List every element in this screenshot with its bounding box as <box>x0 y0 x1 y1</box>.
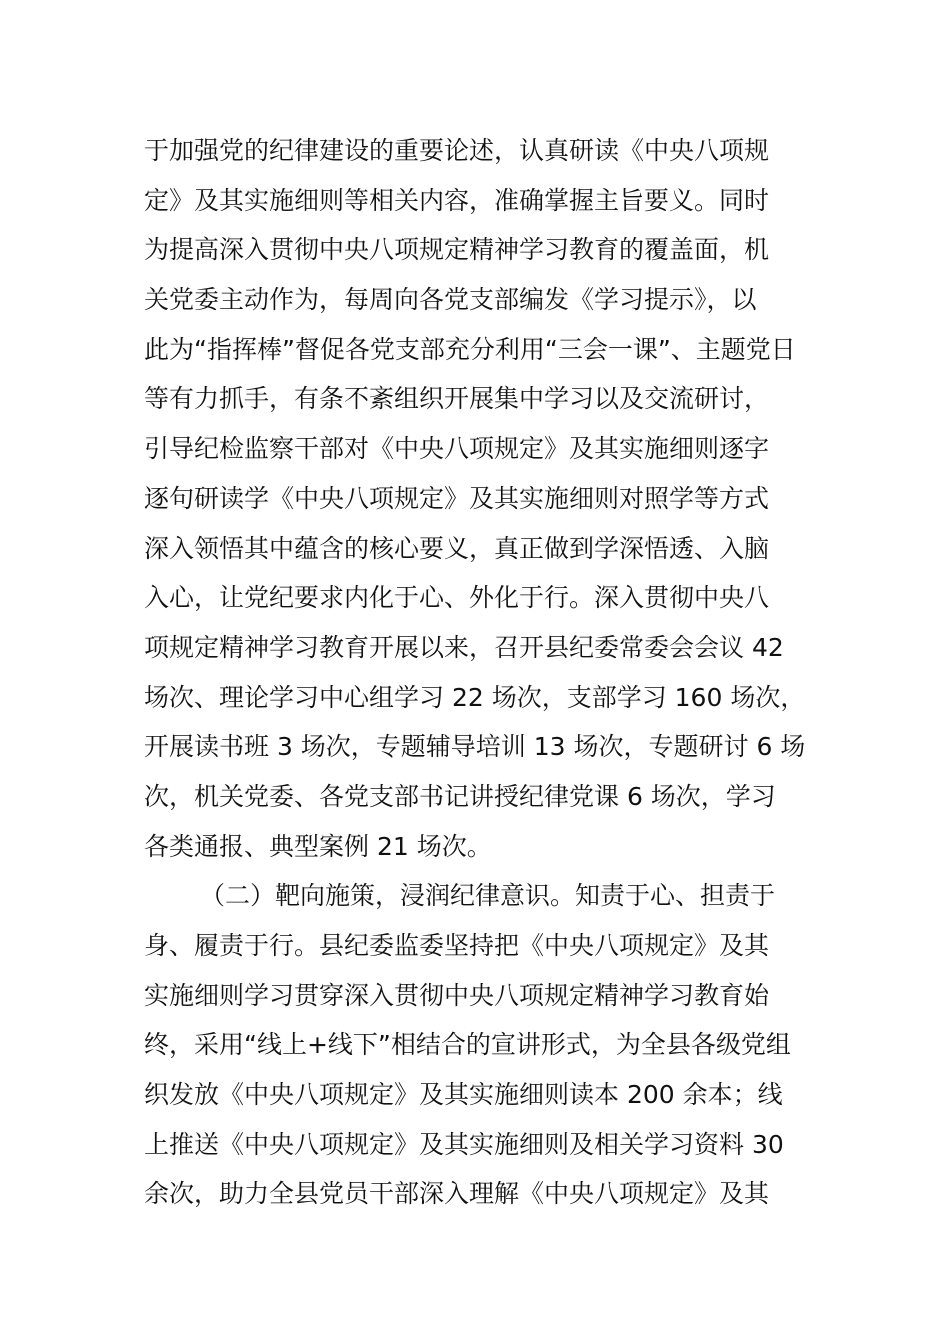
text-line: 各类通报、典型案例 21 场次。 <box>144 831 492 861</box>
text-line: 此为“指挥棒”督促各党支部充分利用“三会一课”、主题党日 <box>144 334 796 364</box>
text-line: 场次、理论学习中心组学习 22 场次，支部学习 160 场次， <box>144 682 806 712</box>
text-line: 开展读书班 3 场次，专题辅导培训 13 场次，专题研讨 6 场 <box>144 732 806 762</box>
text-line: 终，采用“线上+线下”相结合的宣讲形式，为全县各级党组 <box>144 1030 791 1060</box>
text-line: 等有力抓手，有条不紊组织开展集中学习以及交流研讨， <box>144 384 770 414</box>
section-heading-line: （二）靶向施策，浸润纪律意识。知责于心、担责于 <box>200 881 776 911</box>
text-line: 上推送《中央八项规定》及其实施细则及相关学习资料 30 <box>144 1129 784 1159</box>
text-line: 定》及其实施细则等相关内容，准确掌握主旨要义。同时 <box>144 185 770 215</box>
text-line: 织发放《中央八项规定》及其实施细则读本 200 余本；线 <box>144 1080 783 1110</box>
text-line: 次，机关党委、各党支部书记讲授纪律党课 6 场次，学习 <box>144 781 776 811</box>
text-line: 逐句研读学《中央八项规定》及其实施细则对照学等方式 <box>144 483 770 513</box>
text-line: 为提高深入贯彻中央八项规定精神学习教育的覆盖面，机 <box>144 235 770 265</box>
text-line: 引导纪检监察干部对《中央八项规定》及其实施细则逐字 <box>144 434 770 464</box>
text-line: 入心，让党纪要求内化于心、外化于行。深入贯彻中央八 <box>144 583 770 613</box>
body-text <box>144 126 844 1219</box>
text-line: 身、履责于行。县纪委监委坚持把《中央八项规定》及其 <box>144 931 770 960</box>
text-line: 实施细则学习贯穿深入贯彻中央八项规定精神学习教育始 <box>144 980 770 1010</box>
text-line: 项规定精神学习教育开展以来，召开县纪委常委会会议 42 <box>144 632 784 662</box>
text-line: 关党委主动作为，每周向各党支部编发《学习提示》，以 <box>144 285 757 315</box>
text-line: 深入领悟其中蕴含的核心要义，真正做到学深悟透、入脑 <box>144 533 770 563</box>
text-line: 于加强党的纪律建设的重要论述，认真研读《中央八项规 <box>144 136 770 165</box>
text-line: 余次，助力全县党员干部深入理解《中央八项规定》及其 <box>144 1179 770 1209</box>
